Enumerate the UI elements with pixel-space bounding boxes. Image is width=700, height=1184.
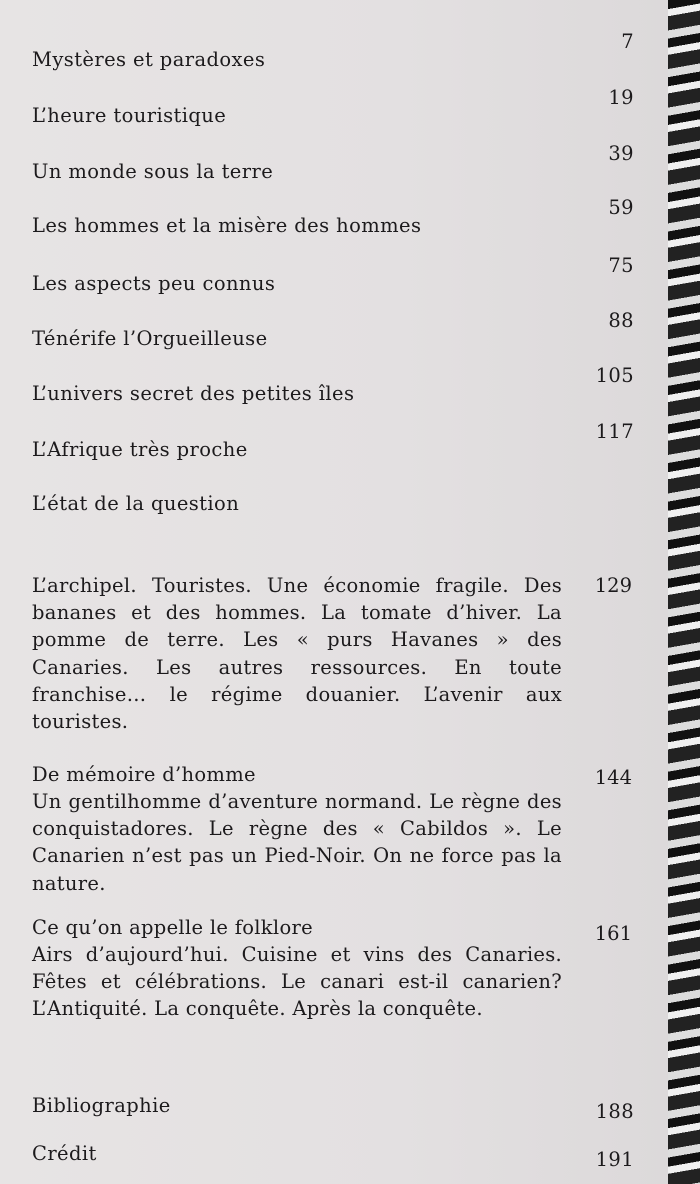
section-text: L’archipel. Touristes. Une économie fragile. Des bananes et des hommes. La tomate d’hiver. La pomme de terre. Les « purs Havanes » des Canaries. Les autres ressources. En toute franchise… le régime douanier. L’avenir aux touristes. [32, 574, 562, 734]
toc-entry-page: 105 [595, 364, 634, 387]
toc-entry-page: 117 [595, 420, 634, 443]
toc-entry-page: 59 [608, 196, 634, 219]
toc-entry-page: 188 [595, 1100, 634, 1123]
toc-entry [32, 142, 634, 185]
toc-entry-page: 191 [595, 1148, 634, 1171]
section-heading: De mémoire d’homme [32, 763, 256, 786]
section-text: Airs d’aujourd’hui. Cuisine et vins des Canaries. Fêtes et célébrations. Le canari est-il canarien? L’Antiquité. La conquête. Après la conquête. [32, 943, 562, 1021]
toc-entry [32, 1092, 634, 1123]
toc-entry-title: L’heure touristique [32, 104, 227, 127]
toc-entry [32, 254, 634, 297]
toc-entry-title: L’Afrique très proche [32, 438, 248, 461]
toc-entry [32, 196, 634, 239]
adjacent-page-edge [668, 0, 700, 1184]
toc-entry-title: Mystères et paradoxes [32, 48, 266, 71]
section-page: 144 [594, 766, 632, 789]
toc-entry-title: Bibliographie [32, 1094, 171, 1117]
toc-entry [32, 86, 634, 129]
section-page: 161 [594, 922, 632, 945]
toc-entry [32, 420, 634, 463]
toc-entry-page: 75 [608, 254, 634, 277]
toc-entry-title: L’univers secret des petites îles [32, 382, 355, 405]
toc-entry-title: Ténérife l’Orgueilleuse [32, 327, 268, 350]
toc-entry-page: 7 [621, 30, 634, 53]
toc-entry-title: Les aspects peu connus [32, 272, 276, 295]
toc-entry-title: Crédit [32, 1142, 97, 1165]
toc-entry [32, 1140, 634, 1171]
toc-entry-page: 88 [608, 309, 634, 332]
toc-entry-title: Les hommes et la misère des hommes [32, 214, 422, 237]
section-heading: Ce qu’on appelle le folklore [32, 916, 313, 939]
toc-entry [32, 490, 634, 517]
toc-entry-title: Un monde sous la terre [32, 160, 274, 183]
section-page: 129 [594, 574, 632, 597]
toc-entry-page: 39 [608, 142, 634, 165]
toc-entry [32, 364, 634, 407]
toc-entry [32, 309, 634, 352]
section-text: Un gentilhomme d’aventure normand. Le règne des conquistadores. Le règne des « Cabildos ». Le Canarien n’est pas un Pied-Noir. On ne force pas la nature. [32, 790, 562, 895]
toc-entry [32, 30, 634, 73]
toc-entry-title: L’état de la question [32, 492, 240, 515]
toc-entry-page: 19 [608, 86, 634, 109]
